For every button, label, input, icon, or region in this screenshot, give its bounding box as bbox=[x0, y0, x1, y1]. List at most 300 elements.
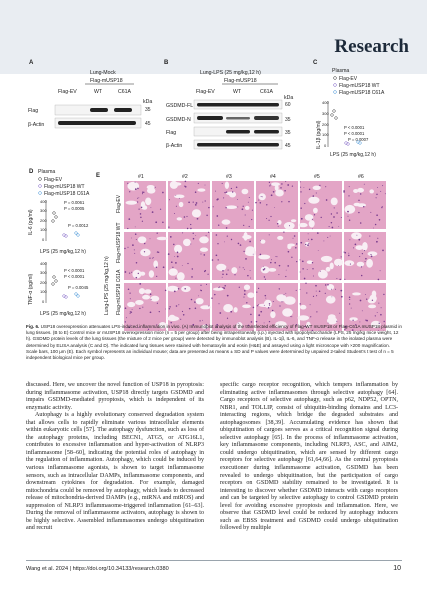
he-nucleus bbox=[136, 277, 138, 279]
he-nucleus bbox=[222, 277, 223, 278]
he-nucleus bbox=[149, 257, 150, 258]
he-nucleus bbox=[292, 185, 293, 186]
he-alveolar-space bbox=[225, 182, 229, 189]
he-nucleus bbox=[327, 237, 328, 238]
he-alveolar-space bbox=[223, 304, 233, 312]
panel-a-row-actin: β-Actin bbox=[28, 122, 45, 128]
he-nucleus bbox=[250, 278, 251, 279]
he-alveolar-space bbox=[174, 195, 184, 199]
he-nucleus bbox=[212, 259, 214, 261]
he-alveolar-space bbox=[282, 308, 293, 316]
he-nucleus bbox=[125, 307, 127, 309]
he-alveolar-space bbox=[372, 291, 377, 298]
panel-c-xlabel: LPS (25 mg/kg,12 h) bbox=[330, 152, 376, 158]
he-alveolar-space bbox=[307, 260, 313, 264]
he-nucleus bbox=[377, 312, 378, 313]
he-alveolar-space bbox=[199, 236, 209, 243]
panel-b-row-actin: β-Actin bbox=[166, 143, 183, 149]
he-nucleus bbox=[359, 256, 360, 257]
he-nucleus bbox=[195, 191, 197, 193]
he-alveolar-space bbox=[357, 188, 364, 193]
he-nucleus bbox=[304, 203, 305, 204]
he-nucleus bbox=[275, 256, 276, 257]
he-nucleus bbox=[129, 191, 130, 192]
he-nucleus bbox=[217, 243, 218, 244]
he-nucleus bbox=[175, 195, 176, 196]
he-nucleus bbox=[206, 215, 207, 216]
he-nucleus bbox=[153, 257, 154, 258]
he-nucleus bbox=[366, 299, 367, 300]
panel-e-col-5: #5 bbox=[314, 174, 320, 180]
he-nucleus bbox=[213, 206, 214, 207]
he-nucleus bbox=[378, 279, 380, 281]
he-nucleus bbox=[224, 285, 226, 287]
he-nucleus bbox=[202, 320, 203, 321]
he-nucleus bbox=[222, 183, 223, 184]
he-nucleus bbox=[376, 197, 377, 198]
he-nucleus bbox=[249, 241, 251, 243]
panel-d-letter: D bbox=[29, 169, 34, 175]
he-nucleus bbox=[249, 197, 250, 198]
he-nucleus bbox=[369, 236, 370, 237]
he-nucleus bbox=[186, 216, 187, 217]
he-nucleus bbox=[288, 251, 290, 253]
panel-b-band-flag-c61a bbox=[254, 130, 279, 134]
he-nucleus bbox=[126, 317, 127, 318]
he-nucleus bbox=[380, 314, 382, 316]
he-nucleus bbox=[175, 262, 177, 264]
he-nucleus bbox=[182, 311, 183, 312]
he-alveolar-space bbox=[357, 262, 364, 267]
he-nucleus bbox=[376, 194, 377, 195]
he-alveolar-space bbox=[245, 250, 257, 256]
panel-d-il6-ytick-400: 400 bbox=[40, 199, 47, 204]
he-image-r1-c3 bbox=[212, 181, 254, 229]
he-nucleus bbox=[175, 278, 176, 279]
he-alveolar-space bbox=[226, 205, 237, 209]
he-alveolar-space bbox=[145, 198, 151, 206]
he-nucleus bbox=[336, 278, 337, 279]
he-nucleus bbox=[184, 288, 186, 290]
he-nucleus bbox=[143, 294, 144, 295]
panel-b-col-ev: Flag-EV bbox=[196, 89, 215, 95]
he-nucleus bbox=[300, 272, 301, 273]
he-nucleus bbox=[381, 307, 382, 308]
he-image-r2-c4 bbox=[256, 231, 298, 280]
he-nucleus bbox=[325, 293, 326, 294]
he-nucleus bbox=[151, 299, 152, 300]
panel-b-band-actin bbox=[197, 143, 279, 147]
he-nucleus bbox=[306, 292, 307, 293]
he-nucleus bbox=[136, 262, 138, 264]
he-nucleus bbox=[260, 240, 261, 241]
panel-d-legend-c61a: Flag-mUSP18 C61A bbox=[44, 191, 90, 197]
he-nucleus bbox=[228, 270, 229, 271]
he-nucleus bbox=[143, 192, 144, 193]
he-nucleus bbox=[348, 253, 349, 254]
footer-divider bbox=[26, 560, 402, 561]
panel-d-il6-ylabel: IL-6 (pg/ml) bbox=[28, 209, 34, 235]
he-alveolar-space bbox=[247, 292, 254, 298]
he-nucleus bbox=[281, 301, 282, 302]
he-nucleus bbox=[365, 261, 366, 262]
panel-b-band-gsdmd-n-c61a bbox=[254, 116, 279, 120]
he-nucleus bbox=[202, 202, 203, 203]
he-nucleus bbox=[279, 265, 281, 267]
he-nucleus bbox=[355, 244, 357, 246]
he-nucleus bbox=[138, 208, 139, 209]
panel-a-group-label: Lung-Mock bbox=[90, 70, 116, 76]
panel-c-legend-ev-marker bbox=[334, 77, 337, 80]
he-nucleus bbox=[195, 204, 197, 206]
he-alveolar-space bbox=[299, 223, 308, 227]
he-nucleus bbox=[360, 222, 362, 224]
he-alveolar-space bbox=[334, 259, 343, 266]
he-nucleus bbox=[198, 296, 199, 297]
he-alveolar-space bbox=[309, 220, 315, 227]
he-nucleus bbox=[321, 217, 322, 218]
he-nucleus bbox=[196, 202, 198, 204]
he-nucleus bbox=[150, 311, 152, 313]
he-nucleus bbox=[199, 320, 200, 321]
he-nucleus bbox=[237, 199, 238, 200]
he-alveolar-space bbox=[149, 270, 154, 278]
he-nucleus bbox=[284, 190, 286, 192]
panel-d-il6-ytick-0: 0 bbox=[42, 237, 45, 242]
he-nucleus bbox=[158, 252, 159, 253]
he-nucleus bbox=[334, 207, 335, 208]
he-nucleus bbox=[365, 294, 366, 295]
he-alveolar-space bbox=[141, 201, 146, 209]
he-alveolar-space bbox=[287, 244, 291, 249]
he-nucleus bbox=[160, 209, 161, 210]
he-nucleus bbox=[320, 271, 321, 272]
panel-b-marker-35a: 35 bbox=[285, 117, 291, 123]
he-alveolar-space bbox=[366, 259, 373, 268]
he-image-r1-c2 bbox=[168, 181, 210, 230]
he-nucleus bbox=[140, 213, 142, 215]
he-nucleus bbox=[223, 287, 225, 289]
panel-d-tnf-pt-ev-2 bbox=[55, 280, 58, 283]
he-nucleus bbox=[217, 198, 219, 200]
he-nucleus bbox=[243, 267, 244, 268]
he-alveolar-space bbox=[245, 206, 250, 210]
he-nucleus bbox=[335, 289, 336, 290]
he-nucleus bbox=[358, 239, 360, 241]
he-alveolar-space bbox=[270, 311, 275, 318]
he-nucleus bbox=[349, 303, 350, 304]
panel-d-tnf-xlabel: LPS (25 mg/kg,12 h) bbox=[40, 311, 86, 317]
he-nucleus bbox=[190, 244, 191, 245]
he-nucleus bbox=[278, 226, 279, 227]
he-nucleus bbox=[251, 219, 252, 220]
he-nucleus bbox=[185, 186, 187, 188]
he-nucleus bbox=[137, 188, 139, 190]
panel-c-p1: P < 0.0001 bbox=[344, 125, 365, 130]
he-nucleus bbox=[310, 316, 311, 317]
he-nucleus bbox=[249, 226, 250, 227]
he-nucleus bbox=[258, 314, 260, 316]
he-nucleus bbox=[265, 279, 266, 280]
he-nucleus bbox=[205, 200, 206, 201]
he-nucleus bbox=[266, 204, 267, 205]
he-nucleus bbox=[269, 182, 270, 183]
he-nucleus bbox=[365, 258, 367, 260]
he-nucleus bbox=[162, 222, 164, 224]
he-nucleus bbox=[159, 311, 160, 312]
panel-b-letter: B bbox=[164, 60, 169, 66]
panel-c-p3: P = 0.0007 bbox=[348, 137, 369, 142]
he-nucleus bbox=[281, 201, 282, 202]
he-nucleus bbox=[172, 267, 173, 268]
he-nucleus bbox=[203, 254, 205, 256]
journal-title: Research bbox=[334, 36, 409, 57]
he-nucleus bbox=[182, 232, 183, 233]
he-nucleus bbox=[356, 235, 357, 236]
he-alveolar-space bbox=[183, 239, 191, 246]
body-left-paragraph-2: Autophagy is a highly evolutionary conserved degradation system that allows cells to rapidly eliminate various intracellular elements within eukaryotic cells [57]. The autophagy dysfunction, such as loss of the autophagy proteins, including BECN1, ATG5, or ATG16L1, contributes to excessive inflammation and hyper-activation of NLRP3 inflammasome [58–60], indicating the potential roles of autophagy in the regulation of inflammation. Autophagy, which could be induced by various inflammasome agonists, is shown to target inflammasome sensors, such as intracellular DAMPs, inflammasome components, and downstream cytokines for degradation. For example, damaged mitochondria could be removed by autophagy, which leads to decreased release of mitochondria-derived DAMPs (e.g., mtRNA and mtROS) and suppression of NLRP3 inflammasome-triggered inflammation [61–63]. During the removal of inflammasome activators, autophagy is shown to be highly selective. Assembled inflammasomes undergo ubiquitination and recruit bbox=[26, 412, 204, 532]
he-nucleus bbox=[189, 308, 191, 310]
he-alveolar-space bbox=[172, 269, 178, 274]
panel-a-col-c61a: C61A bbox=[118, 89, 131, 95]
he-alveolar-space bbox=[127, 302, 135, 307]
he-image-r1-c4 bbox=[255, 181, 298, 230]
he-alveolar-space bbox=[167, 316, 179, 321]
he-nucleus bbox=[132, 309, 133, 310]
he-alveolar-space bbox=[353, 189, 358, 193]
panel-d-il6-p3: P = 0.0012 bbox=[68, 223, 89, 228]
panel-c-legend-wt: Flag-mUSP18 WT bbox=[339, 83, 380, 89]
he-nucleus bbox=[300, 303, 301, 304]
he-nucleus bbox=[131, 272, 132, 273]
he-nucleus bbox=[365, 319, 366, 320]
he-nucleus bbox=[222, 273, 224, 275]
he-nucleus bbox=[314, 214, 315, 215]
he-nucleus bbox=[264, 305, 265, 306]
he-alveolar-space bbox=[192, 209, 201, 217]
he-nucleus bbox=[312, 195, 314, 197]
he-nucleus bbox=[294, 235, 296, 237]
he-nucleus bbox=[338, 226, 339, 227]
he-nucleus bbox=[370, 254, 371, 255]
he-nucleus bbox=[185, 181, 187, 183]
he-nucleus bbox=[177, 256, 179, 258]
he-nucleus bbox=[331, 213, 332, 214]
he-nucleus bbox=[316, 291, 317, 292]
he-alveolar-space bbox=[261, 266, 270, 273]
panel-d-il6-pt-ev-3 bbox=[52, 220, 55, 223]
he-nucleus bbox=[227, 295, 229, 297]
he-nucleus bbox=[272, 310, 274, 312]
he-alveolar-space bbox=[344, 260, 354, 266]
panel-a-subgroup-label: Flag-mUSP18 bbox=[90, 78, 123, 84]
he-nucleus bbox=[341, 256, 342, 257]
he-nucleus bbox=[178, 304, 179, 305]
he-nucleus bbox=[305, 244, 306, 245]
he-nucleus bbox=[302, 268, 303, 269]
panel-d-legend-ev: Flag-EV bbox=[44, 177, 63, 183]
he-nucleus bbox=[343, 191, 345, 193]
he-nucleus bbox=[223, 197, 224, 198]
he-nucleus bbox=[134, 249, 135, 250]
he-nucleus bbox=[303, 187, 304, 188]
he-nucleus bbox=[307, 244, 309, 246]
he-alveolar-space bbox=[362, 242, 368, 251]
panel-c-ytick-400: 400 bbox=[322, 100, 329, 105]
he-nucleus bbox=[266, 218, 267, 219]
he-nucleus bbox=[278, 274, 279, 275]
he-nucleus bbox=[291, 316, 292, 317]
he-nucleus bbox=[190, 228, 191, 229]
he-nucleus bbox=[200, 285, 201, 286]
he-nucleus bbox=[256, 321, 258, 323]
he-nucleus bbox=[329, 226, 330, 227]
he-nucleus bbox=[129, 292, 130, 293]
caption-text: USP18 overexpression attenuates LPS-induced inflammation in vivo. (A) Immunoblot analysis of the transfected efficiency of Flag-WT mUSP18 or Flag-C61A mUSP18 plasmid in lung tissues. (B to E) Control mice or mUSP18 overexpression mice (n = 5 per group) after being intraperitoneally (i.p.) injected with lipopolysaccharide (LPS, 25 mg/kg mice weight, 12 h). GSDMD protein levels of the lung tissues (the mixture of 2 mice per group) were detected by immunoblot analysis (B). IL-1β, IL-6, and TNF-α release in the isolated plasma were determined by ELISA analysis (C and D). The indicated lung tissues were stained with hematoxylin and eosin (H&E) and assayed using a light microscope with ×200 magnification. Scale bars, 100 μm (E). Each symbol represents an individual mouse; data are presented as means ± SD and P values were determined by unpaired 2-tailed Student's t test of n = 5 independent biological mice per group. bbox=[26, 324, 402, 361]
panel-e-col-4: #4 bbox=[270, 174, 276, 180]
he-nucleus bbox=[364, 250, 365, 251]
he-nucleus bbox=[377, 238, 378, 239]
he-nucleus bbox=[206, 284, 207, 285]
he-image-r1-c1 bbox=[124, 181, 166, 229]
he-nucleus bbox=[288, 201, 290, 203]
he-nucleus bbox=[304, 278, 306, 280]
he-nucleus bbox=[156, 267, 158, 269]
he-nucleus bbox=[380, 191, 381, 192]
he-alveolar-space bbox=[271, 182, 280, 186]
he-nucleus bbox=[312, 262, 313, 263]
he-alveolar-space bbox=[139, 288, 145, 294]
he-nucleus bbox=[152, 258, 153, 259]
he-nucleus bbox=[359, 321, 360, 322]
he-nucleus bbox=[344, 279, 345, 280]
he-nucleus bbox=[141, 207, 142, 208]
he-nucleus bbox=[218, 224, 219, 225]
he-nucleus bbox=[273, 191, 275, 193]
he-nucleus bbox=[268, 220, 269, 221]
he-nucleus bbox=[256, 291, 257, 292]
he-nucleus bbox=[226, 274, 228, 276]
he-nucleus bbox=[263, 266, 264, 267]
he-nucleus bbox=[190, 224, 191, 225]
he-alveolar-space bbox=[140, 249, 150, 257]
he-nucleus bbox=[273, 301, 274, 302]
he-nucleus bbox=[289, 225, 290, 226]
he-nucleus bbox=[248, 202, 249, 203]
he-nucleus bbox=[222, 270, 224, 272]
panel-d-tnf-p3: P = 0.0045 bbox=[68, 285, 89, 290]
he-nucleus bbox=[165, 290, 167, 292]
he-nucleus bbox=[308, 243, 309, 244]
panel-c-ytick-200: 200 bbox=[322, 122, 329, 127]
he-nucleus bbox=[252, 210, 253, 211]
he-nucleus bbox=[372, 300, 373, 301]
he-nucleus bbox=[191, 276, 193, 278]
he-nucleus bbox=[135, 182, 136, 183]
he-nucleus bbox=[131, 238, 132, 239]
panel-a-band-actin bbox=[58, 121, 136, 125]
body-column-right bbox=[220, 382, 398, 533]
panel-d-il6-p1: P = 0.0061 bbox=[64, 200, 85, 205]
panel-d-legend-ev-marker bbox=[39, 178, 42, 181]
he-nucleus bbox=[257, 305, 258, 306]
panel-d-tnf-ytick-200: 200 bbox=[40, 280, 47, 285]
panel-c-ytick-300: 300 bbox=[322, 111, 329, 116]
he-nucleus bbox=[274, 262, 276, 264]
panel-b-band-gsdmd-n-ev bbox=[197, 116, 223, 120]
body-column-left bbox=[26, 382, 204, 533]
panel-d-tnf-ytick-0: 0 bbox=[42, 299, 45, 304]
he-nucleus bbox=[201, 290, 202, 291]
he-alveolar-space bbox=[369, 189, 374, 193]
he-nucleus bbox=[232, 191, 233, 192]
he-nucleus bbox=[169, 199, 170, 200]
panel-b-col-c61a: C61A bbox=[260, 89, 273, 95]
body-left-paragraph-1: discussed. Here, we uncover the novel function of USP18 in pyroptosis: during inflammasome activation, USP18 directly targets GSDMD and impairs GSDMD-mediated pyroptosis, which is independent of its enzymatic activity. bbox=[26, 382, 204, 411]
he-nucleus bbox=[137, 198, 138, 199]
he-alveolar-space bbox=[264, 300, 272, 308]
he-alveolar-space bbox=[357, 203, 366, 207]
panel-d-il6-ytick-300: 300 bbox=[40, 208, 47, 213]
he-nucleus bbox=[290, 316, 291, 317]
he-nucleus bbox=[136, 239, 137, 240]
he-nucleus bbox=[187, 228, 188, 229]
he-nucleus bbox=[214, 294, 215, 295]
he-nucleus bbox=[195, 235, 196, 236]
he-nucleus bbox=[139, 283, 141, 285]
panel-c-ylabel: IL-1β (pg/ml) bbox=[316, 120, 322, 149]
he-nucleus bbox=[157, 233, 158, 234]
he-nucleus bbox=[319, 291, 321, 293]
panel-a-kda: kDa bbox=[143, 99, 153, 105]
he-nucleus bbox=[180, 319, 181, 320]
he-nucleus bbox=[234, 274, 235, 275]
he-nucleus bbox=[263, 269, 265, 271]
panel-d-il6-pt-ev-2 bbox=[55, 216, 58, 219]
he-nucleus bbox=[127, 183, 128, 184]
he-nucleus bbox=[311, 239, 313, 241]
he-nucleus bbox=[150, 293, 152, 295]
he-nucleus bbox=[382, 206, 383, 207]
he-nucleus bbox=[358, 200, 359, 201]
he-alveolar-space bbox=[213, 288, 224, 291]
he-nucleus bbox=[198, 183, 199, 184]
panel-d-tnf-ytick-300: 300 bbox=[40, 270, 47, 275]
he-nucleus bbox=[361, 275, 363, 277]
he-nucleus bbox=[208, 207, 209, 208]
panel-e-letter: E bbox=[96, 173, 101, 179]
he-nucleus bbox=[349, 296, 351, 298]
he-nucleus bbox=[135, 188, 137, 190]
he-nucleus bbox=[313, 276, 314, 277]
he-nucleus bbox=[218, 303, 219, 304]
he-nucleus bbox=[339, 279, 341, 281]
he-nucleus bbox=[300, 289, 301, 290]
he-nucleus bbox=[344, 252, 345, 253]
he-nucleus bbox=[361, 266, 362, 267]
he-nucleus bbox=[312, 228, 313, 229]
he-nucleus bbox=[279, 288, 280, 289]
he-nucleus bbox=[318, 250, 319, 251]
he-nucleus bbox=[231, 239, 232, 240]
he-alveolar-space bbox=[368, 305, 376, 309]
panel-e-row-wt: Flag-mUSP18 WT bbox=[116, 222, 122, 263]
panel-b-marker-45: 45 bbox=[285, 143, 291, 149]
panel-d-title: Plasma bbox=[38, 169, 56, 175]
he-nucleus bbox=[173, 244, 175, 246]
he-nucleus bbox=[243, 297, 244, 298]
he-nucleus bbox=[280, 187, 281, 188]
